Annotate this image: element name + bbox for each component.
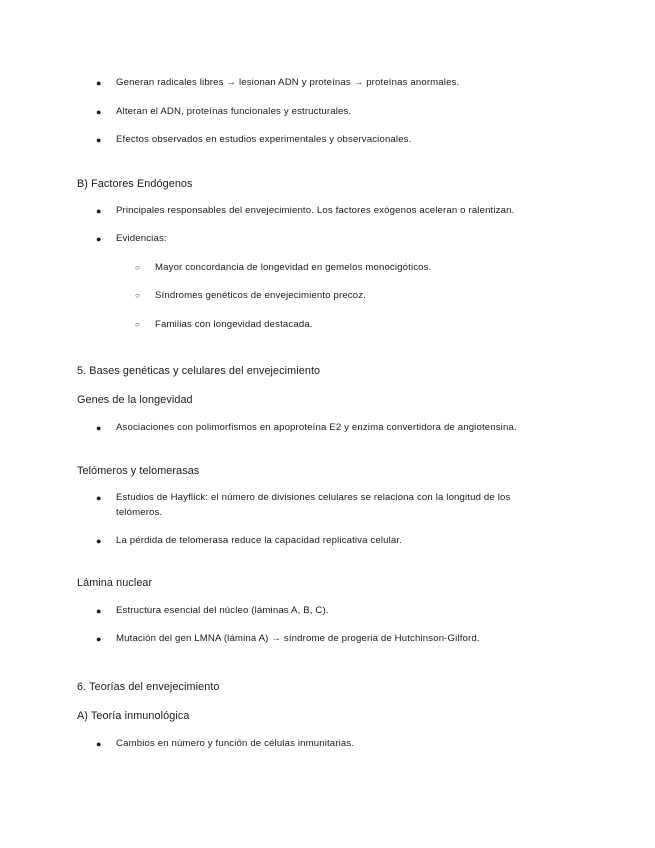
list-item: Evidencias: [116,233,167,244]
sub-list-item: Mayor concordancia de longevidad en gemelos monocigóticos. [155,262,432,273]
list-item: La pérdida de telomerasa reduce la capacidad replicativa celular. [116,535,403,546]
bullet-icon: ● [96,606,102,616]
sub-list-item: Familias con longevidad destacada. [155,319,313,330]
bullet-icon: ● [96,493,102,503]
circle-bullet-icon: ○ [135,320,140,329]
list-item: Estructura esencial del núcleo (láminas A, B, C). [116,605,329,616]
list-item: Alteran el ADN, proteínas funcionales y estructurales. [116,106,352,117]
bullet-icon: ● [96,234,102,244]
circle-bullet-icon: ○ [135,263,140,272]
subheading-nuclear-lamina: Lámina nuclear [77,577,153,589]
list-item: Cambios en número y función de células inmunitarias. [116,738,355,749]
bullet-icon: ● [96,78,102,88]
bullet-icon: ● [96,107,102,117]
section-heading-6: 6. Teorías del envejecimiento [77,681,220,693]
bullet-icon: ● [96,135,102,145]
section-heading-endogenous: B) Factores Endógenos [77,178,193,190]
list-item: Efectos observados en estudios experimentales y observacionales. [116,134,412,145]
bullet-icon: ● [96,536,102,546]
list-item: Generan radicales libres → lesionan ADN y proteínas → proteínas anormales. [116,77,460,88]
bullet-icon: ● [96,634,102,644]
bullet-icon: ● [96,206,102,216]
list-item: Mutación del gen LMNA (lámina A) → síndrome de progeria de Hutchinson-Gilford. [116,633,480,644]
list-item: Principales responsables del envejecimiento. Los factores exógenos aceleran o ralentizan. [116,205,515,216]
subheading-longevity-genes: Genes de la longevidad [77,394,193,406]
sub-list-item: Síndromes genéticos de envejecimiento precoz. [155,290,366,301]
list-item-line-2: telómeros. [116,507,163,518]
list-item-line-1: Estudios de Hayflick: el número de divisiones celulares se relaciona con la longitud de los [116,492,511,503]
section-heading-5: 5. Bases genéticas y celulares del envejecimiento [77,365,321,377]
subheading-telomeres: Telómeros y telomerasas [77,465,200,477]
list-item: Asociaciones con polimorfismos en apoproteína E2 y enzima convertidora de angiotensina. [116,422,517,433]
bullet-icon: ● [96,739,102,749]
subheading-immunological-theory: A) Teoría inmunológica [77,710,190,722]
circle-bullet-icon: ○ [135,291,140,300]
bullet-icon: ● [96,423,102,433]
